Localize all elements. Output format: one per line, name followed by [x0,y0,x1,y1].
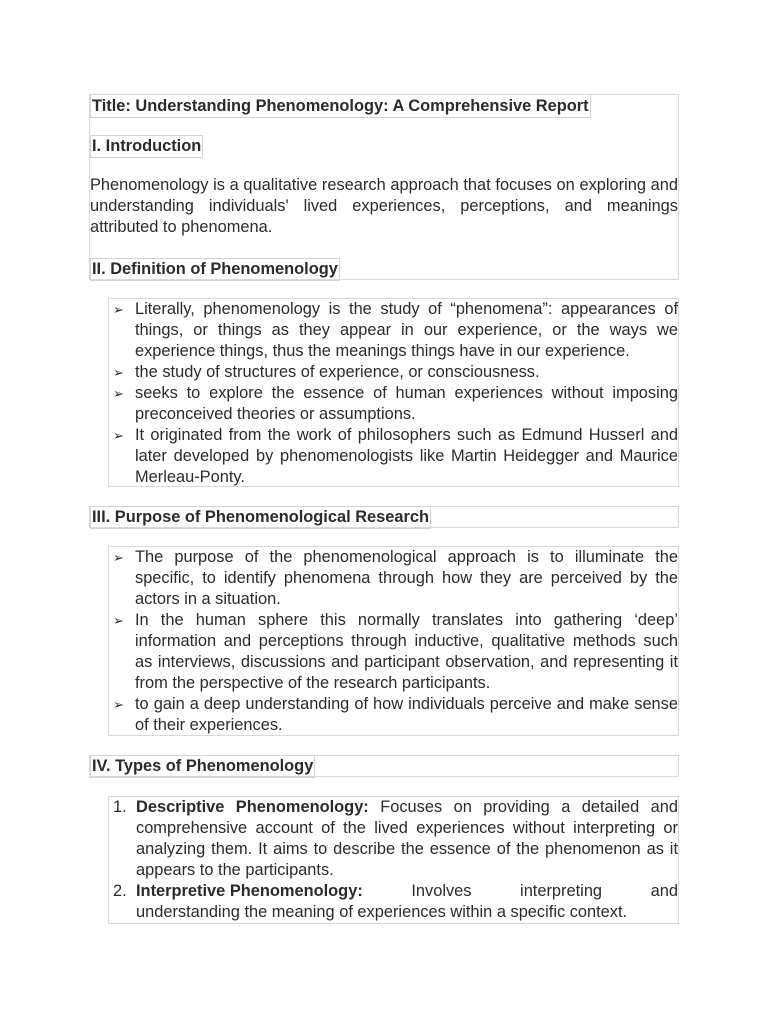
list-item-text: In the human sphere this normally translates into gathering ‘deep’ information and perceptions through inductive, qualitative methods such as interviews, discussions and participant observation, and representing it from the perspective of the research participants. [135,611,678,692]
section-heading-purpose: III. Purpose of Phenomenological Research [90,506,431,529]
arrow-bullet-icon: ➢ [113,386,124,401]
list-item [108,425,678,488]
list-item-text: seeks to explore the essence of human experiences without imposing preconceived theories or assumptions. [135,384,678,423]
arrow-bullet-icon: ➢ [113,365,124,380]
types-list [108,797,678,923]
arrow-bullet-icon: ➢ [113,428,124,443]
term-description: Focuses on providing a detailed and comprehensive account of the lived experiences without interpreting or analyzing them. It aims to describe the essence of the phenomenon as it appears to the participants. [136,798,678,879]
list-item-text: to gain a deep understanding of how individuals perceive and make sense of their experiences. [135,695,678,734]
list-item [108,694,678,736]
term-description-word: Involves [411,882,472,900]
definition-list [108,299,678,488]
arrow-bullet-icon: ➢ [113,302,124,317]
term-interpretive: Interpretive Phenomenology: [136,882,363,900]
list-number: 1. [113,798,127,816]
list-item [108,362,678,383]
section-heading-introduction: I. Introduction [90,135,203,158]
list-item [108,797,678,881]
section-heading-types: IV. Types of Phenomenology [90,755,315,778]
list-item [108,383,678,425]
arrow-bullet-icon: ➢ [113,697,124,712]
list-item-text: Literally, phenomenology is the study of “phenomena”: appearances of things, or things as they appear in our experience, or the ways we experience things, thus the meanings things have in our experience. [135,300,678,360]
list-item [108,610,678,694]
term-first-line [136,881,678,902]
arrow-bullet-icon: ➢ [113,613,124,628]
list-item-text: It originated from the work of philosophers such as Edmund Husserl and later developed by phenomenologists like Martin Heidegger and Maurice Merleau-Ponty. [135,426,678,486]
section-heading-definition: II. Definition of Phenomenology [90,258,340,281]
list-item [108,881,678,923]
list-item-text: The purpose of the phenomenological approach is to illuminate the specific, to identify phenomena through how they are perceived by the actors in a situation. [135,548,678,608]
list-item [108,547,678,610]
arrow-bullet-icon: ➢ [113,550,124,565]
list-item-text: the study of structures of experience, or consciousness. [135,363,540,381]
term-continuation: understanding the meaning of experiences within a specific context. [136,903,628,921]
list-number: 2. [113,882,127,900]
term-descriptive: Descriptive Phenomenology: [136,798,369,816]
term-description-word: and [650,882,678,900]
purpose-list [108,547,678,736]
document-title: Title: Understanding Phenomenology: A Comprehensive Report [90,94,591,118]
introduction-paragraph: Phenomenology is a qualitative research approach that focuses on exploring and understanding individuals' lived experiences, perceptions, and meanings attributed to phenomena. [90,176,678,236]
term-description-word: interpreting [520,882,603,900]
list-item [108,299,678,362]
